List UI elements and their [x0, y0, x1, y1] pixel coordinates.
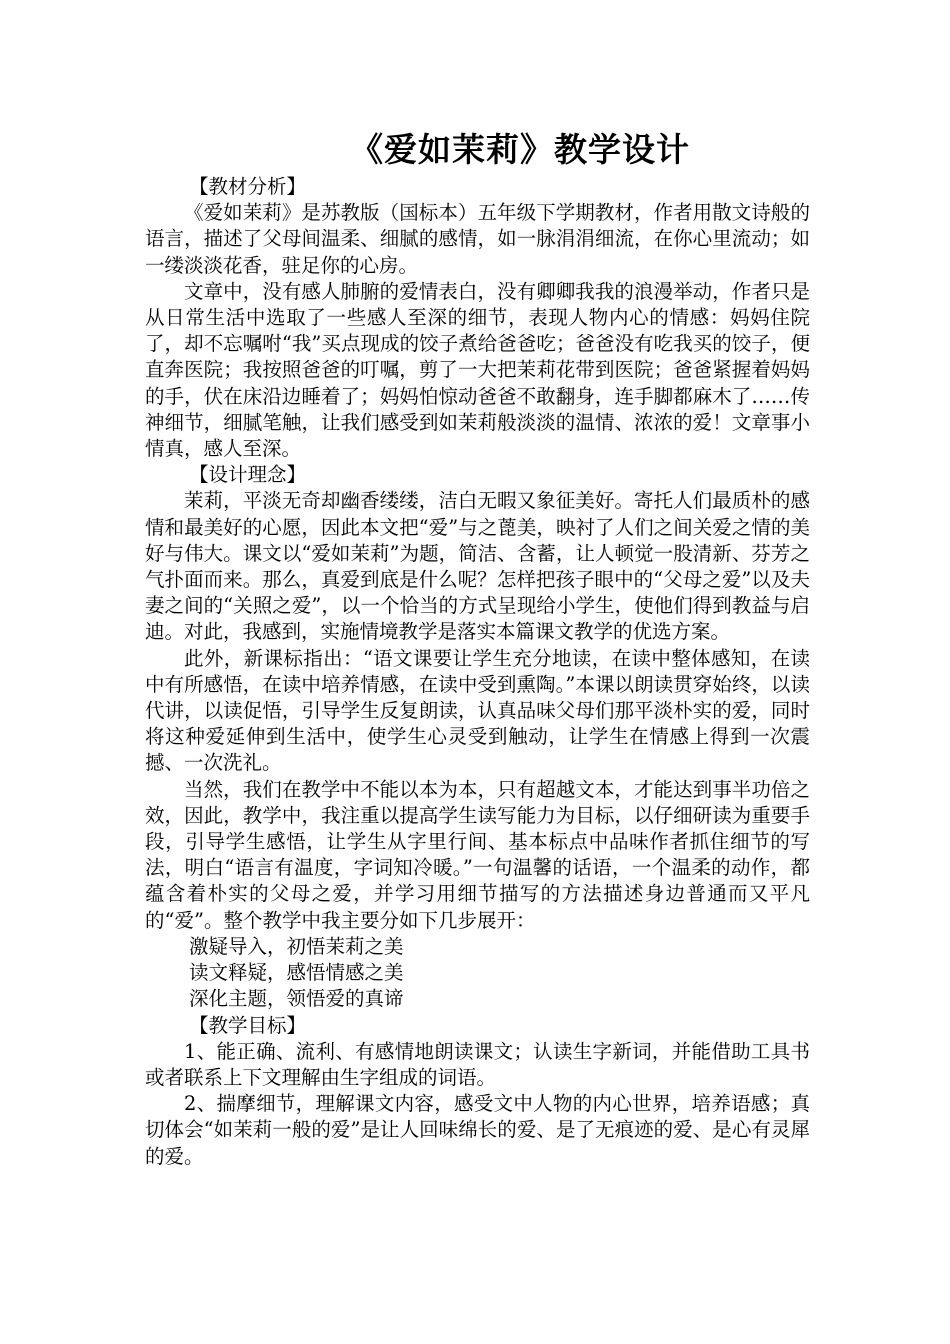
teaching-step: 读文释疑，感悟情感之美 [189, 961, 404, 985]
paragraph: 文章中，没有感人肺腑的爱情表白，没有卿卿我我的浪漫举动，作者只是从日常生活中选取了一些感人至深的细节，表现人物内心的情感：妈妈住院了，却不忘嘱咐“我”买点现成的饺子煮给爸爸吃；爸爸没有吃我买的饺子，便直奔医院；我按照爸爸的叮嘱，剪了一大把茉莉花带到医院；爸爸紧握着妈妈的手，伏在床沿边睡着了；妈妈怕惊动爸爸不敢翻身，连手脚都麻木了……传神细节，细腻笔触，让我们感受到如茉莉般淡淡的温情、浓浓的爱！文章事小情真，感人至深。 [145, 279, 810, 461]
section-heading-teaching-goals: 【教学目标】 [189, 1013, 307, 1037]
goal-item: 2、揣摩细节，理解课文内容，感受文中人物的内心世界，培养语感；真切体会“如茉莉一般的爱”是让人回味绵长的爱、是了无痕迹的爱、是心有灵犀的爱。 [145, 1092, 810, 1168]
section-heading-design-concept: 【设计理念】 [189, 463, 307, 487]
paragraph: 当然，我们在教学中不能以本为本，只有超越文本，才能达到事半功倍之效，因此，教学中，我注重以提高学生读写能力为目标，以仔细研读为重要手段，引导学生感悟，让学生从字里行间、基本标点中品味作者抓住细节的写法，明白“语言有温度，字词知冷暖。”一句温馨的话语，一个温柔的动作，都蕴含着朴实的父母之爱，并学习用细节描写的方法描述身边普通而又平凡的“爱”。整个教学中我主要分如下几步展开： [145, 777, 810, 932]
teaching-step: 激疑导入，初悟茉莉之美 [189, 934, 404, 958]
document-body [145, 174, 810, 1170]
paragraph: 茉莉，平淡无奇却幽香缕缕，洁白无暇又象征美好。寄托人们最质朴的感情和最美好的心愿，因此本文把“爱”与之蓖美，映衬了人们之间关爱之情的美好与伟大。课文以“爱如茉莉”为题，简洁、含蓄，让人顿觉一股清新、芬芳之气扑面而来。那么，真爱到底是什么呢？怎样把孩子眼中的“父母之爱”以及夫妻之间的“关照之爱”，以一个恰当的方式呈现给小学生，使他们得到教益与启迪。对此，我感到，实施情境教学是落实本篇课文教学的优选方案。 [145, 489, 810, 644]
goal-item: 1、能正确、流利、有感情地朗读课文；认读生字新词，并能借助工具书或者联系上下文理解由生字组成的词语。 [145, 1039, 810, 1089]
section-heading-textbook-analysis: 【教材分析】 [189, 175, 307, 198]
teaching-step: 深化主题，领悟爱的真谛 [189, 987, 404, 1011]
paragraph: 《爱如茉莉》是苏教版（国标本）五年级下学期教材，作者用散文诗般的语言，描述了父母间温柔、细腻的感情，如一脉涓涓细流，在你心里流动；如一缕淡淡花香，驻足你的心房。 [145, 201, 810, 277]
document-title: 《爱如茉莉》教学设计 [350, 130, 690, 169]
paragraph: 此外，新课标指出：“语文课要让学生充分地读，在读中整体感知，在读中有所感悟，在读中培养情感，在读中受到熏陶。”本课以朗读贯穿始终，以读代讲，以读促悟，引导学生反复朗读，认真品味父母们那平淡朴实的爱，同时将这种爱延伸到生活中，使学生心灵受到触动，让学生在情感上得到一次震撼、一次洗礼。 [145, 646, 810, 775]
